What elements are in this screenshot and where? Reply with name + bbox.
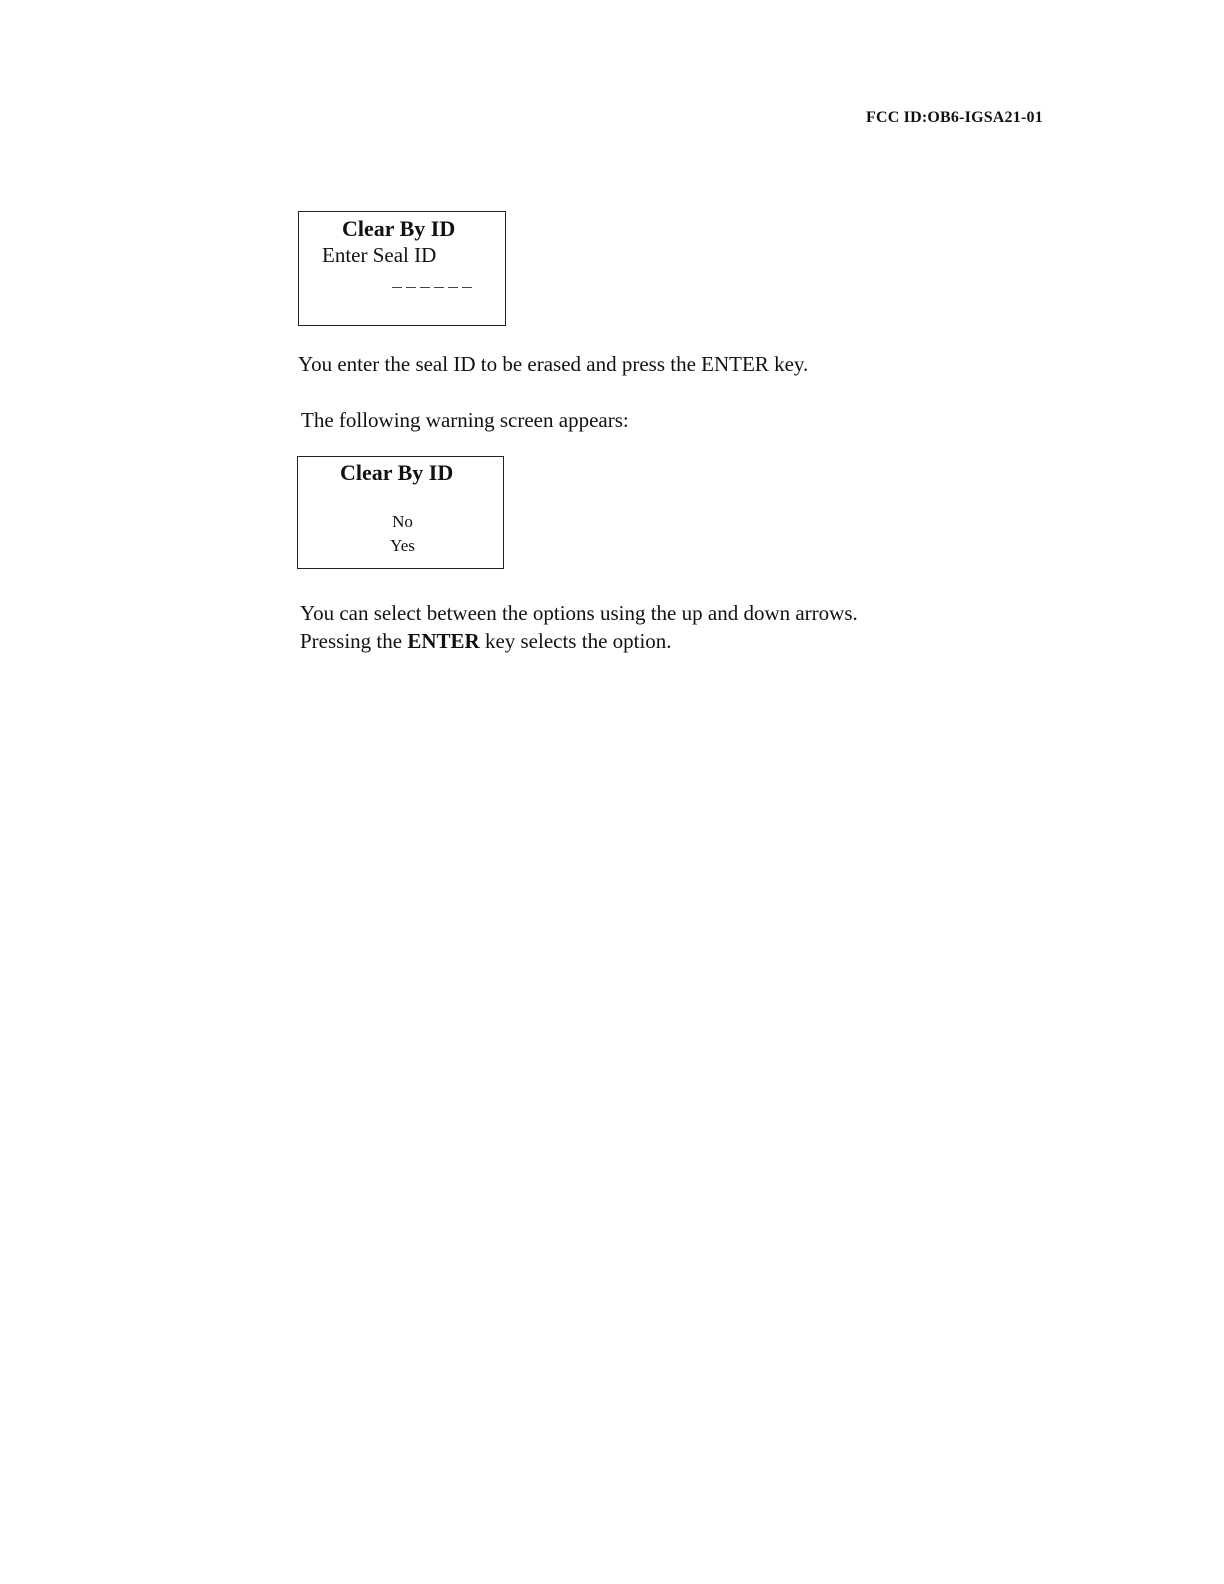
seal-id-entry-field [392, 287, 472, 288]
option-yes: Yes [390, 536, 415, 555]
screen-title: Clear By ID [342, 216, 456, 241]
instruction-enter-seal-id: You enter the seal ID to be erased and press the ENTER key. [298, 352, 809, 376]
fcc-id-header: FCC ID:OB6-IGSA21-01 [866, 109, 1043, 126]
option-no: No [392, 512, 413, 531]
instruction-enter-selects [300, 627, 672, 655]
instruction-text-after: key selects the option. [479, 629, 672, 653]
enter-key-label: ENTER [407, 629, 480, 653]
instruction-select-options: You can select between the options using the up and down arrows. [300, 601, 858, 625]
option-list [298, 510, 503, 558]
screen-title: Clear By ID [340, 460, 454, 485]
enter-seal-id-prompt: Enter Seal ID [322, 243, 437, 267]
warning-screen-intro: The following warning screen appears: [301, 408, 629, 432]
clear-by-id-entry-screen [298, 211, 506, 326]
instruction-text-before: Pressing the [300, 629, 408, 653]
clear-by-id-warning-screen [297, 456, 504, 569]
